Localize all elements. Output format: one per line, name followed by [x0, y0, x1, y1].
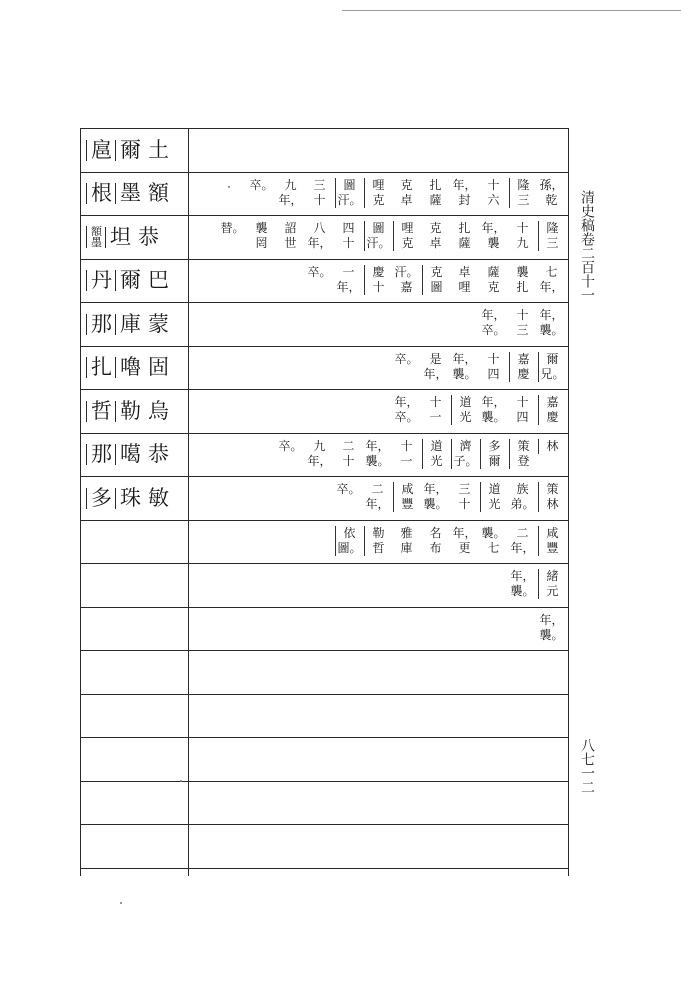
entry-column	[364, 178, 391, 208]
entry-row	[393, 352, 565, 382]
name-character: 額	[148, 181, 172, 205]
entry-column	[422, 482, 449, 512]
entry-text: 依 圖。	[335, 526, 362, 556]
entry-column	[538, 352, 565, 382]
entry-column	[538, 265, 565, 295]
entry-column	[480, 352, 507, 382]
entry-text: 十 九	[516, 221, 529, 250]
entry-row	[335, 482, 565, 512]
entry-text: 緒 元	[538, 569, 565, 599]
entry-column	[364, 221, 391, 251]
entry-text: 濟 子。	[451, 439, 478, 469]
name-cell	[86, 303, 184, 345]
entry-text: 襲。 七	[481, 525, 506, 555]
page-number: 八七一二	[579, 738, 595, 794]
entry-column	[393, 395, 420, 425]
name-character: 墨	[115, 183, 144, 204]
entry-column	[335, 265, 362, 295]
entry-column	[393, 526, 420, 556]
entry-text: 哩 克	[393, 221, 420, 251]
entry-text: 年， 襲。	[423, 482, 448, 511]
name-character: 噶	[115, 444, 144, 465]
entry-column	[335, 482, 362, 512]
entry-column	[538, 482, 565, 512]
table-row-rule	[80, 824, 569, 825]
entry-column	[277, 178, 304, 208]
entry-column	[509, 439, 536, 469]
entry-text: 年， 襲。	[481, 395, 506, 424]
entry-text: 替。	[220, 221, 245, 235]
name-cell	[86, 216, 184, 258]
entry-text: 圖 汗。	[364, 221, 391, 251]
entry-column	[364, 439, 391, 469]
entry-row	[509, 569, 565, 599]
table-row-rule	[80, 563, 569, 564]
entry-text: 年， 襲。	[365, 438, 390, 468]
entry-row	[219, 221, 565, 251]
name-character: 巴	[148, 268, 172, 292]
entry-text: 十 三	[516, 308, 529, 337]
entry-column	[538, 439, 565, 469]
entry-column	[364, 526, 391, 556]
entry-text: 隆 三	[509, 178, 536, 208]
entry-text: 扎 薩	[458, 221, 471, 250]
entry-text: 二 年，	[365, 482, 390, 511]
table-left-border	[80, 128, 81, 876]
entry-column	[451, 221, 478, 251]
entry-text: 策 林	[538, 482, 565, 512]
entry-text: 克 卓	[400, 177, 413, 207]
entry-text: 道 光	[480, 482, 507, 512]
entry-text: 卓 哩	[458, 264, 471, 294]
name-character: 扎	[86, 357, 115, 378]
entry-text: 多 爾	[480, 439, 507, 469]
speck	[228, 186, 230, 188]
entry-text: 哩 克	[364, 178, 391, 208]
entry-text: 年， 襲。	[510, 569, 535, 598]
genealogy-table	[80, 128, 569, 876]
entry-column	[451, 352, 478, 382]
entry-column	[480, 395, 507, 425]
entry-column	[422, 395, 449, 425]
entry-row	[306, 265, 565, 295]
name-character: 勒	[115, 401, 144, 422]
entry-text: 九 年，	[307, 438, 332, 468]
entry-text: 年， 襲。	[539, 308, 564, 337]
entry-text: 年， 卒。	[481, 308, 506, 337]
entry-column	[509, 265, 536, 295]
entry-column	[306, 178, 333, 208]
entry-column	[422, 526, 449, 556]
entry-column	[335, 439, 362, 469]
running-title: 清史稿卷二百十一	[579, 190, 595, 302]
name-character: 多	[86, 488, 115, 509]
entry-text: 八 年，	[307, 221, 332, 250]
entry-text: 十 六	[487, 177, 500, 207]
entry-column	[509, 352, 536, 382]
name-cell	[86, 390, 184, 432]
name-character: 坦	[105, 227, 134, 248]
entry-column	[538, 395, 565, 425]
entry-column	[509, 395, 536, 425]
entry-column	[538, 178, 565, 208]
entry-column	[538, 613, 565, 643]
name-character: 哲	[86, 401, 115, 422]
entry-column	[248, 221, 275, 251]
entry-column	[480, 439, 507, 469]
entry-text: 十 四	[516, 395, 529, 424]
entry-text: 嘉 慶	[538, 395, 565, 425]
entry-column	[509, 308, 536, 338]
entry-text: 族 弟。	[510, 482, 535, 511]
entry-column	[306, 439, 333, 469]
entry-column	[335, 178, 362, 208]
name-character: 爾	[115, 140, 144, 161]
entry-text: 一 年，	[336, 264, 361, 294]
entry-text: 嘉 慶	[509, 352, 536, 382]
entry-column	[422, 352, 449, 382]
entry-text: 卒。	[307, 264, 332, 279]
entry-text: 二 年，	[510, 525, 535, 555]
name-character: 烏	[148, 398, 172, 423]
entry-column	[422, 265, 449, 295]
entry-column	[509, 569, 536, 599]
entry-column	[393, 482, 420, 512]
name-cell	[86, 477, 184, 519]
entry-column	[422, 178, 449, 208]
name-character: 那	[86, 444, 115, 465]
table-row-rule	[80, 607, 569, 608]
entry-text: 襲 罔	[255, 221, 268, 250]
name-character: 土	[148, 137, 172, 162]
entry-column	[538, 569, 565, 599]
name-character: 根	[86, 183, 115, 204]
entry-column	[480, 221, 507, 251]
entry-text: 年， 卒。	[394, 395, 419, 424]
name-character: 那	[86, 314, 115, 335]
table-row-rule	[80, 781, 569, 782]
name-character: 爾	[115, 270, 144, 291]
name-character: 珠	[115, 488, 144, 509]
entry-text: 爾 兄。	[538, 352, 565, 382]
entry-column	[509, 526, 536, 556]
entry-text: 薩 克	[487, 264, 500, 294]
entry-column	[509, 482, 536, 512]
entry-text: 年， 襲。	[539, 612, 564, 642]
entry-column	[364, 265, 391, 295]
entry-text: 十 一	[400, 438, 413, 468]
entry-column	[335, 526, 362, 556]
entry-text: 咸 豐	[393, 482, 420, 512]
entry-text: 十 一	[429, 395, 442, 424]
entry-column	[451, 395, 478, 425]
name-cell	[86, 173, 184, 215]
entry-column	[538, 308, 565, 338]
speck	[120, 902, 122, 904]
name-cell	[86, 260, 184, 302]
entry-text: 孫， 乾	[539, 177, 564, 207]
entry-column	[277, 221, 304, 251]
entry-column	[306, 221, 333, 251]
entry-column	[422, 439, 449, 469]
entry-text: 三 十	[313, 177, 326, 207]
entry-text: 三 十	[458, 482, 471, 511]
entry-text: 道 光	[451, 395, 478, 425]
entry-text: 四 十	[342, 221, 355, 250]
entry-column	[451, 482, 478, 512]
entry-column	[393, 178, 420, 208]
entry-text: 年， 更	[452, 525, 477, 555]
entry-column	[393, 265, 420, 295]
name-character: 扈	[86, 140, 115, 161]
entry-text: 七 年，	[539, 264, 564, 294]
entry-row	[538, 613, 565, 643]
entry-text: 克 圖	[422, 265, 449, 295]
entry-text: 年， 封	[452, 177, 477, 207]
entry-text: 十 四	[487, 351, 500, 381]
table-row-rule	[80, 694, 569, 695]
entry-text: 策 登	[509, 439, 536, 469]
entry-column	[451, 265, 478, 295]
entry-text: 卒。	[249, 177, 274, 192]
name-cell	[86, 347, 184, 389]
name-character: 固	[148, 355, 172, 379]
entry-text: 扎 薩	[429, 177, 442, 207]
entry-column	[219, 221, 246, 251]
entry-column	[480, 482, 507, 512]
entry-text: 二 十	[342, 438, 355, 468]
name-character: 嚕	[115, 357, 144, 378]
entry-text: 年， 襲。	[452, 351, 477, 381]
entry-text: 卒。	[336, 482, 361, 496]
entry-text: 雅 庫	[400, 525, 413, 555]
entry-column	[509, 221, 536, 251]
entry-column	[480, 265, 507, 295]
table-row-rule	[80, 737, 569, 738]
entry-column	[393, 221, 420, 251]
entry-row	[393, 395, 565, 425]
entry-column	[393, 352, 420, 382]
table-right-border	[568, 128, 569, 876]
name-character: 敏	[148, 485, 172, 510]
entry-text: 詔 世	[284, 221, 297, 250]
top-rule	[342, 10, 681, 11]
entry-column	[364, 482, 391, 512]
name-cell	[86, 129, 184, 171]
entry-text: 襲 扎	[516, 264, 529, 294]
entry-text: 卒。	[278, 438, 303, 453]
entry-text: 汗。 嘉	[394, 264, 419, 294]
entry-column	[306, 265, 333, 295]
name-character: 丹	[86, 270, 115, 291]
entry-column	[393, 439, 420, 469]
entry-text: 圖 汗。	[335, 178, 362, 208]
entry-row	[277, 439, 565, 469]
entry-text: 是 年，	[423, 351, 448, 381]
entry-text: 道 光	[422, 439, 449, 469]
entry-column	[480, 308, 507, 338]
entry-column	[277, 439, 304, 469]
entry-column	[248, 178, 275, 208]
entry-text: 慶 十	[364, 265, 391, 295]
entry-column	[451, 178, 478, 208]
entry-column	[538, 526, 565, 556]
entry-column	[422, 221, 449, 251]
table-row-rule	[80, 520, 569, 521]
name-character: 恭	[138, 224, 162, 249]
entry-row	[480, 308, 565, 338]
table-row-rule	[80, 650, 569, 651]
entry-text: 隆 三	[538, 221, 565, 251]
entry-column	[480, 178, 507, 208]
name-character: 恭	[148, 442, 172, 466]
entry-text: 九 年，	[278, 177, 303, 207]
name-character: 蒙	[148, 311, 172, 336]
entry-text: 名 布	[429, 525, 442, 555]
entry-text: 卒。	[394, 351, 419, 366]
table-row-rule	[80, 868, 569, 869]
entry-row	[335, 526, 565, 556]
name-column-divider	[188, 128, 189, 876]
entry-text: 勒 哲	[364, 526, 391, 556]
entry-column	[451, 526, 478, 556]
speck	[180, 780, 182, 782]
entry-column	[480, 526, 507, 556]
entry-text: 年， 襲	[481, 221, 506, 250]
entry-column	[335, 221, 362, 251]
entry-column	[509, 178, 536, 208]
entry-row	[248, 178, 565, 208]
name-cell	[86, 434, 184, 476]
entry-column	[451, 439, 478, 469]
entry-text: 克 卓	[429, 221, 442, 250]
entry-text: 林	[538, 439, 565, 454]
entry-column	[538, 221, 565, 251]
name-character: 庫	[115, 314, 144, 335]
name-character: 額 墨	[86, 226, 105, 248]
entry-text: 咸 豐	[538, 526, 565, 556]
